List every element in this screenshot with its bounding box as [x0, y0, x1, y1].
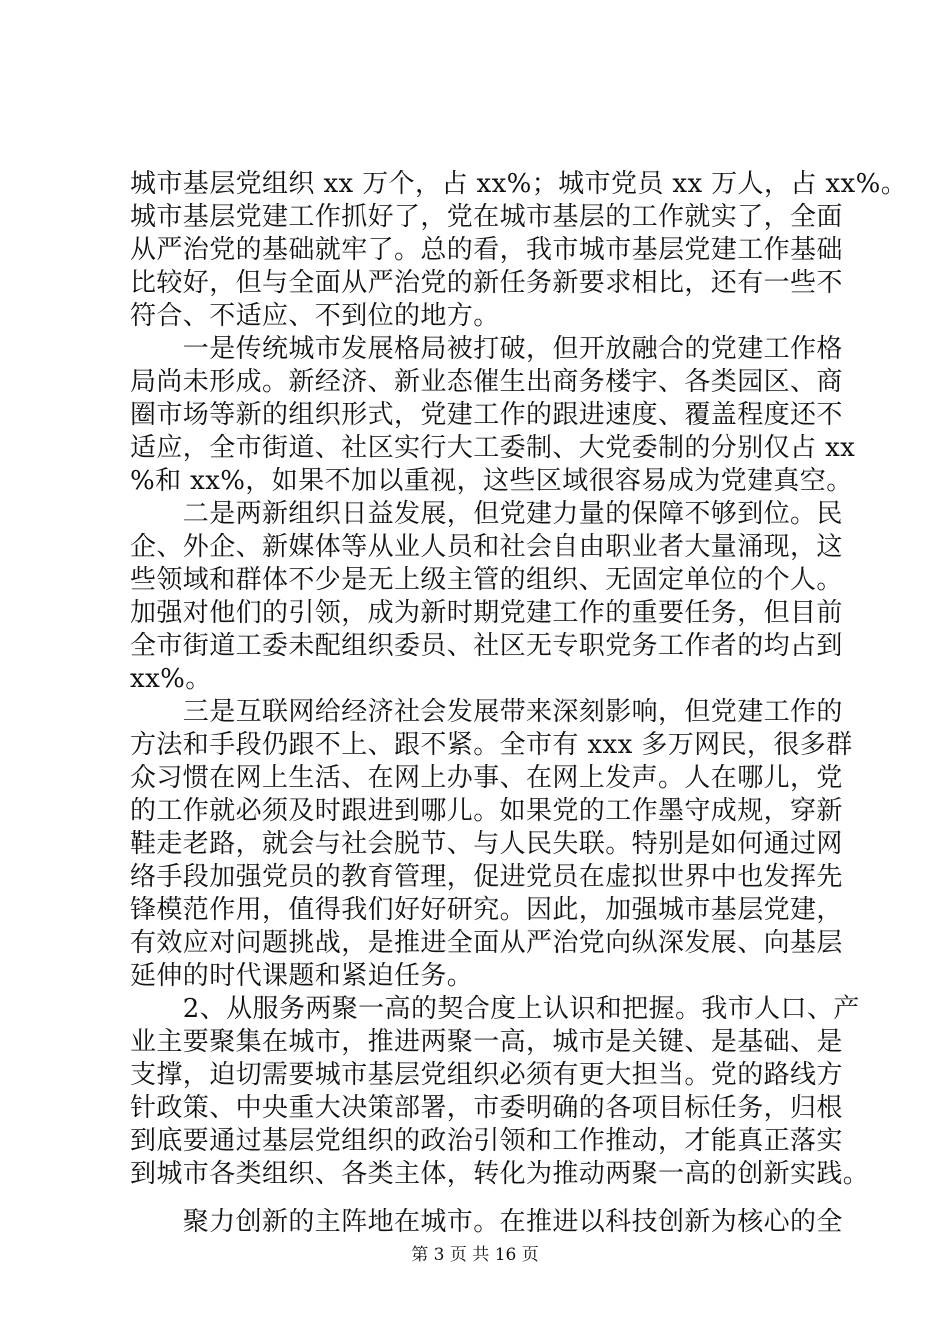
- text-line: 延伸的时代课题和紧迫任务。: [130, 961, 474, 991]
- text-line: 加强对他们的引领，成为新时期党建工作的重要任务，但目前: [130, 598, 843, 628]
- text-line: 有效应对问题挑战，是推进全面从严治党向纵深发展、向基层: [130, 928, 843, 958]
- text-line: 全市街道工委未配组织委员、社区无专职党务工作者的均占到: [130, 631, 843, 661]
- text-line: 三是互联网给经济社会发展带来深刻影响，但党建工作的: [130, 697, 843, 727]
- text-line: 二是两新组织日益发展，但党建力量的保障不够到位。民: [130, 499, 843, 529]
- text-line: 络手段加强党员的教育管理，促进党员在虚拟世界中也发挥先: [130, 862, 843, 892]
- text-line: 锋模范作用，值得我们好好研究。因此，加强城市基层党建，: [130, 895, 843, 925]
- text-line: 比较好，但与全面从严治党的新任务新要求相比，还有一些不: [130, 268, 843, 298]
- text-line: 方法和手段仍跟不上、跟不紧。全市有 xxx 多万网民，很多群: [130, 730, 853, 760]
- text-line: 些领域和群体不少是无上级主管的组织、无固定单位的个人。: [130, 565, 843, 595]
- text-line: 支撑，迫切需要城市基层党组织必须有更大担当。党的路线方: [130, 1060, 843, 1090]
- text-line: 众习惯在网上生活、在网上办事、在网上发声。人在哪儿，党: [130, 763, 843, 793]
- text-line: 城市基层党建工作抓好了，党在城市基层的工作就实了，全面: [130, 202, 843, 232]
- text-line: 2、从服务两聚一高的契合度上认识和把握。我市人口、产: [130, 994, 860, 1024]
- text-line: 城市基层党组织 xx 万个，占 xx%；城市党员 xx 万人，占 xx%。: [130, 169, 908, 199]
- text-line: %和 xx%，如果不加以重视，这些区域很容易成为党建真空。: [130, 466, 853, 496]
- text-line: 业主要聚集在城市，推进两聚一高，城市是关键、是基础、是: [130, 1027, 843, 1057]
- page-number-footer: 第 3 页 共 16 页: [411, 1245, 539, 1265]
- text-line: 从严治党的基础就牢了。总的看，我市城市基层党建工作基础: [130, 235, 843, 265]
- text-line: 鞋走老路，就会与社会脱节、与人民失联。特别是如何通过网: [130, 829, 843, 859]
- text-line: 聚力创新的主阵地在城市。在推进以科技创新为核心的全: [130, 1207, 843, 1237]
- text-line: 适应，全市街道、社区实行大工委制、大党委制的分别仅占 xx: [130, 433, 856, 463]
- text-line: 局尚未形成。新经济、新业态催生出商务楼宇、各类园区、商: [130, 367, 843, 397]
- text-line: 一是传统城市发展格局被打破，但开放融合的党建工作格: [130, 334, 843, 364]
- text-line: 企、外企、新媒体等从业人员和社会自由职业者大量涌现，这: [130, 532, 843, 562]
- text-line: 到底要通过基层党组织的政治引领和工作推动，才能真正落实: [130, 1126, 843, 1156]
- text-line: 到城市各类组织、各类主体，转化为推动两聚一高的创新实践。: [130, 1159, 870, 1189]
- text-line: 圈市场等新的组织形式，党建工作的跟进速度、覆盖程度还不: [130, 400, 843, 430]
- text-line: xx%。: [130, 664, 212, 694]
- text-line: 的工作就必须及时跟进到哪儿。如果党的工作墨守成规，穿新: [130, 796, 843, 826]
- text-line: 针政策、中央重大决策部署，市委明确的各项目标任务，归根: [130, 1093, 843, 1123]
- text-line: 符合、不适应、不到位的地方。: [130, 301, 500, 331]
